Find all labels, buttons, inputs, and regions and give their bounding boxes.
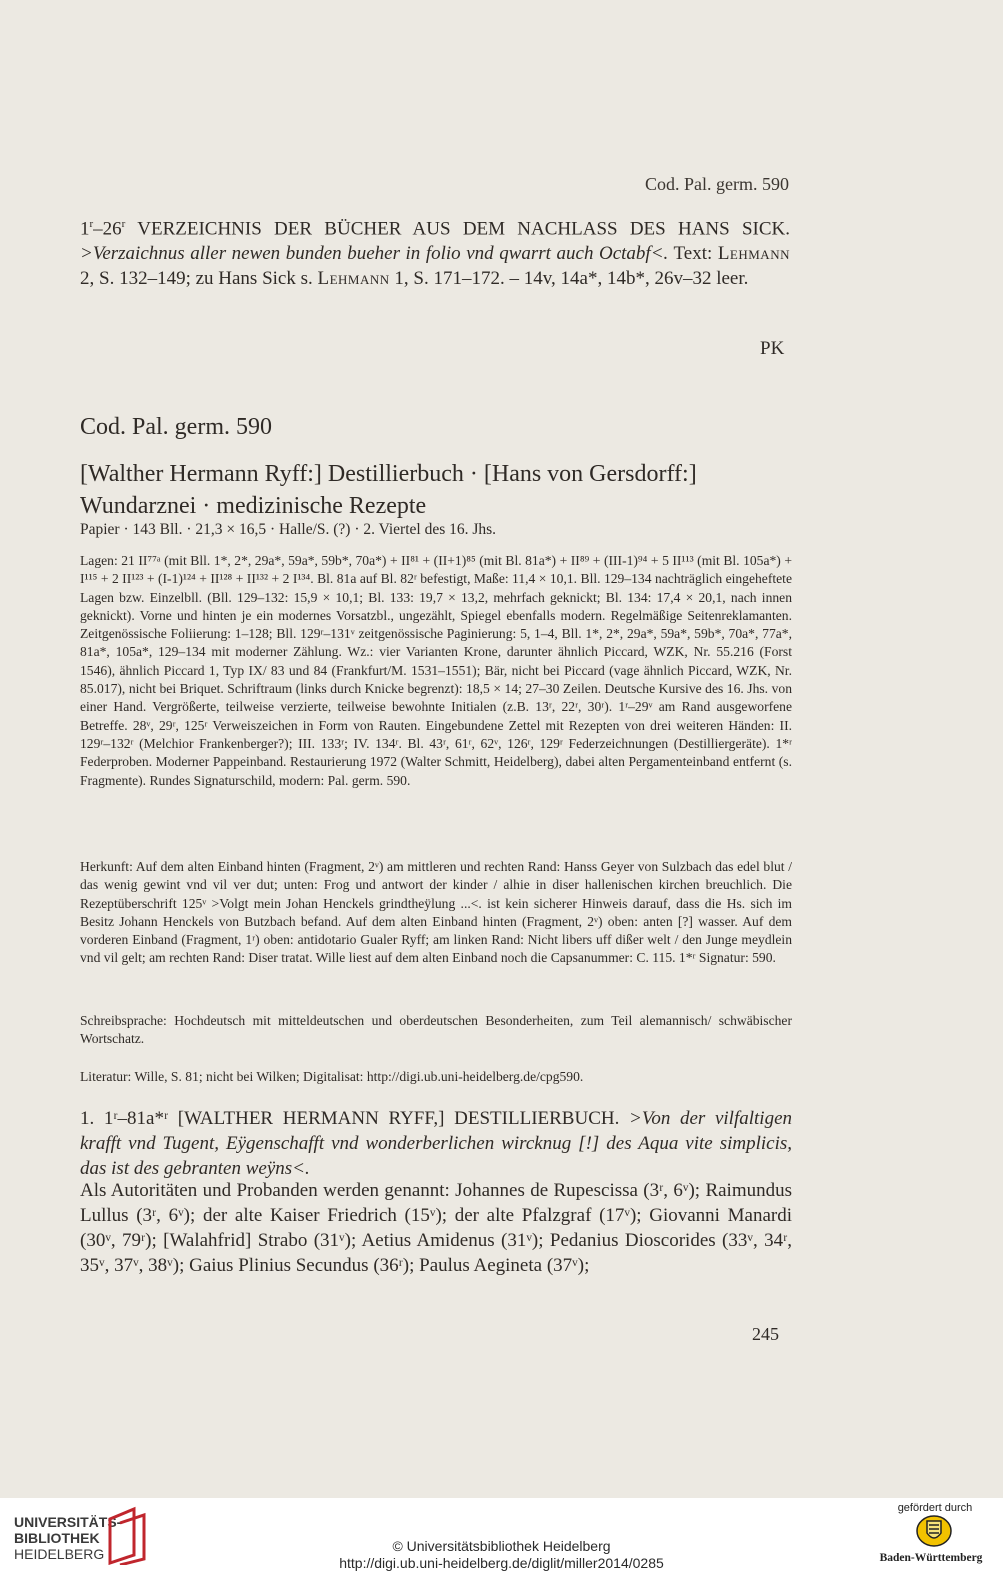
section-1-heading: 1. 1ʳ–81a*ʳ [WALTHER HERMANN RYFF,] DESTILLIERBUCH. bbox=[80, 1108, 620, 1129]
entry-range-start: 1 bbox=[80, 218, 90, 240]
running-title: Cod. Pal. germ. 590 bbox=[645, 174, 789, 194]
codex-meta: Papier · 143 Bll. · 21,3 × 16,5 · Halle/S. (?) · 2. Viertel des 16. Jhs. bbox=[80, 521, 497, 538]
sponsor-label: gefördert durch bbox=[897, 1502, 973, 1514]
nachlass-entry: 1$^r$–26$^r$ VERZEICHNIS DER BÜCHER AUS DEM NACHLASS DES HANS SICK. >Verzaichnus aller newen bunden bueher in folio vnd qwarrt auch Octabf<. Text: Lehmann 2, S. 132–149; zu Hans Sick s. Lehmann 1, S. 171–172. – 14v, 14a*, 14b*, 26v–32 leer. bbox=[80, 218, 790, 290]
entry-heading: VERZEICHNIS DER BÜCHER AUS DEM NACHLASS DES HANS SICK. bbox=[125, 218, 790, 240]
lagen-paragraph: Lagen: 21 II⁷⁷ᵃ (mit Bll. 1*, 2*, 29a*, 59a*, 59b*, 70a*) + II⁸¹ + (II+1)⁸⁵ (mit Bl. 81a*) + II⁸⁹ + (III-1)⁹⁴ + 5 II¹¹³ (mit Bl. 105a*) + I¹¹⁵ + 2 II¹²³ + (I-1)¹²⁴ + II¹²⁸ + II¹³² + 2 I¹³⁴. Bl. 81a auf Bl. 82ʳ befestigt, Maße: 11,4 × 10,1. Bll. 129–134 nachträglich eingeheftete Lagen bzw. Einzelbll. (Bll. 129–132: 15,9 × 10,1; Bl. 133: 19,7 × 13,2, mehrfach geknickt; Bl. 134: 17,4 × 20,1, nach innen geknickt). Vorne und hinten je ein modernes Vorsatzbl., ungezählt, Spiegel ebenfalls modern. Regelmäßige Seitenreklamanten. Zeitgenössische Foliierung: 1–128; Bll. 129ʳ–131ᵛ zeitgenössische Paginierung: 5, 1–4, Bll. 1*, 2*, 29a*, 59a*, 59b*, 70a*, 77a*, 81a*, 105a*, 129–134 mit moderner Zählung. Wz.: vier Varianten Krone, darunter ähnlich Piccard, WZK, Nr. 55.216 (Forst 1546), ähnlich Piccard 1, Typ IX/ 83 und 84 (Frankfurt/M. 1531–1551); Bär, nicht bei Piccard (vage ähnlich Piccard, WZK, Nr. 85.017), nicht bei Briquet. Schriftraum (links durch Knicke begrenzt): 18,5 × 14; 27–30 Zeilen. Deutsche Kursive des 16. Jhs. von einer Hand. Vergrößerte, teilweise verzierte, teilweise bewohnte Initialen (z.B. 13ʳ, 22ʳ, 30ʳ). 1ʳ–29ᵛ am Rand ausgeworfene Betreffe. 28ᵛ, 29ʳ, 125ʳ Verweiszeichen in Form von Rauten. Eingebundene Zettel mit Rezepten von drei weiteren Händen: II. 129ʳ–132ʳ (Melchior Frankenberger?); III. 133ʳ; IV. 134ʳ. Bl. 43ʳ, 61ʳ, 62ᵛ, 126ʳ, 129ʳ Federzeichnungen (Destilliergeräte). 1*ʳ Federproben. Moderner Pappeinband. Restaurierung 1972 (Walter Schmitt, Heidelberg), dabei alten Pergamenteinband entfernt (s. Fragmente). Rundes Signaturschild, modern: Pal. germ. 590. bbox=[80, 553, 792, 788]
copyright-text: © Universitätsbibliothek Heidelberg bbox=[392, 1538, 611, 1554]
entry-quote: >Verzaichnus aller newen bunden bueher in folio vnd qwarrt auch Octabf<. bbox=[80, 243, 669, 265]
codex-title: Cod. Pal. germ. 590 bbox=[80, 414, 272, 440]
herkunft-paragraph: Herkunft: Auf dem alten Einband hinten (Fragment, 2ᵛ) am mittleren und rechten Rand: Hanss Geyer von Sulzbach das edel blut / das wenig gewint vnd vil ver dut; unten: Frog und antwort der kinder / alhie in diser hallenischen kirchen breuchlich. Die Rezeptüberschrift 125ᵛ >Volgt mein Johan Henckels grindtheÿlung ...<. ist kein sicherer Hinweis darauf, dass die Hs. sich im Besitz Johann Henckels von Butzbach befand. Auf dem alten Einband hinten (Fragment, 2ᵛ) oben: anten [?] wasser. Auf dem vorderen Einband (Fragment, 1ʳ) oben: antidotario Gualer Ryff; am linken Rand: Nicht libers uff dißer welt / den Junge meydlein vnd vil gelt; am rechten Rand: Diser tratat. Wille liest auf dem alten Einband noch die Capsanummer: C. 115. 1*ʳ Signatur: 590. bbox=[80, 859, 792, 966]
literatur-paragraph: Literatur: Wille, S. 81; nicht bei Wilken; Digitalisat: http://digi.ub.uni-heidelberg.de/cpg590. bbox=[80, 1069, 584, 1084]
state-crest-icon bbox=[914, 1513, 954, 1549]
permalink[interactable]: http://digi.ub.uni-heidelberg.de/diglit/miller2014/0285 bbox=[339, 1555, 664, 1571]
schreibsprache-paragraph: Schreibsprache: Hochdeutsch mit mitteldeutschen und oberdeutschen Besonderheiten, zum Teil alemannisch/ schwäbischer Wortschatz. bbox=[80, 1013, 792, 1047]
footer-credit bbox=[0, 1538, 1003, 1572]
library-name: UNIVERSITÄTS- BIBLIOTHEK HEIDELBERG bbox=[14, 1514, 122, 1562]
page-number: 245 bbox=[752, 1324, 779, 1344]
authorities-paragraph: Als Autoritäten und Probanden werden genannt: Johannes de Rupescissa (3ʳ, 6ᵛ); Raimundus Lullus (3ʳ, 6ᵛ); der alte Kaiser Friedrich (15ᵛ); der alte Pfalzgraf (17ᵛ); Giovanni Manardi (30ᵛ, 79ʳ); [Walahfrid] Strabo (31ᵛ); Aetius Amidenus (31ᵛ); Pedanius Dioscorides (33ᵛ, 34ʳ, 35ᵛ, 37ᵛ, 38ᵛ); Gaius Plinius Secundus (36ʳ); Paulus Aegineta (37ᵛ); bbox=[80, 1180, 792, 1276]
section-1 bbox=[80, 1106, 792, 1181]
author-initials: PK bbox=[760, 338, 785, 359]
codex-subtitle: [Walther Hermann Ryff:] Destillierbuch · [Hans von Gersdorff:] Wundarznei · medizinische Rezepte bbox=[80, 461, 697, 519]
sponsor-name: Baden-Württemberg bbox=[879, 1552, 983, 1564]
section-1-quote: >Von der vilfaltigen krafft vnd Tugent, Eÿgenschafft vnd wonderberlichen wircknug [!] des Aqua vite simplicis, das ist des gebranten weÿns<. bbox=[80, 1108, 792, 1179]
